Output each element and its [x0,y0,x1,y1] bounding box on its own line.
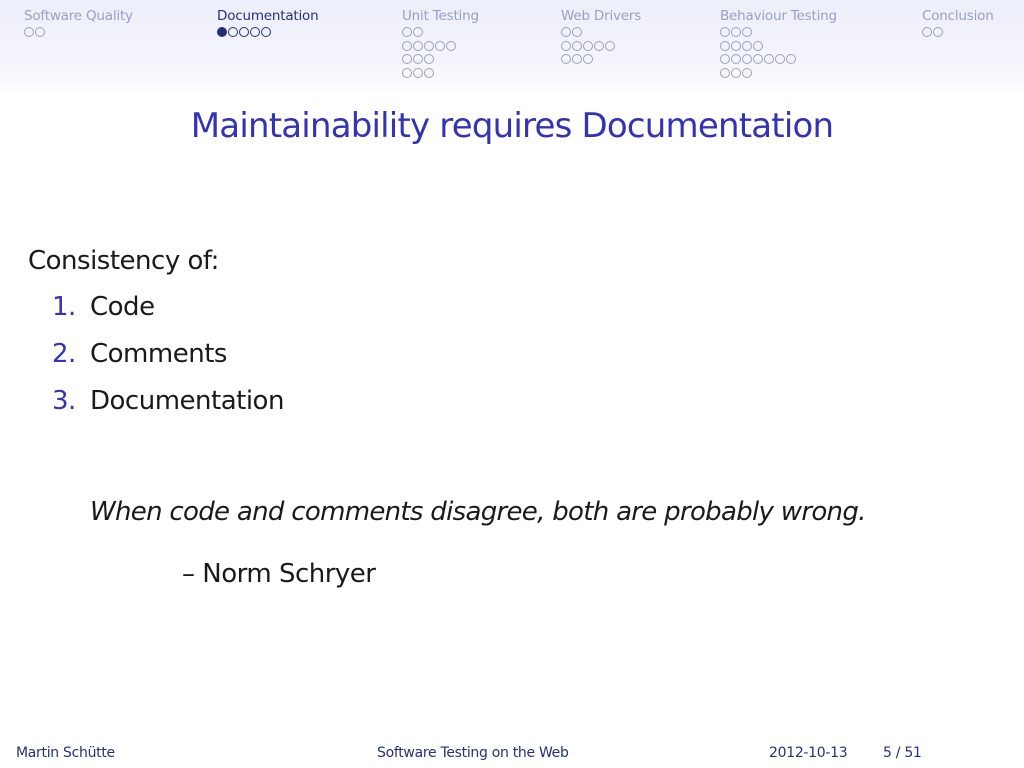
nav-dot-row [561,41,641,55]
frame-dot[interactable] [435,41,445,51]
footer-talk-title: Software Testing on the Web [377,745,569,761]
list-item [52,292,284,339]
frame-dot[interactable] [24,27,34,37]
list-item-number: 2. [52,339,76,369]
frame-dot[interactable] [424,41,434,51]
nav-section-label[interactable]: Documentation [217,8,319,24]
nav-section-label[interactable]: Behaviour Testing [720,8,837,24]
nav-dot-row [922,27,994,41]
frame-dot[interactable] [413,68,423,78]
frame-dot[interactable] [731,54,741,64]
nav-section-label[interactable]: Conclusion [922,8,994,24]
frame-dot[interactable] [594,41,604,51]
frame-dot[interactable] [720,68,730,78]
list-item-number: 1. [52,292,76,322]
frame-dot[interactable] [742,68,752,78]
frame-dot[interactable] [922,27,932,37]
nav-dot-row [402,27,479,41]
nav-section-software-quality[interactable] [24,8,133,41]
nav-section-behaviour-testing[interactable] [720,8,837,81]
slide-title: Maintainability requires Documentation [190,106,834,146]
nav-dot-row [24,27,133,41]
frame-dot[interactable] [413,54,423,64]
frame-dot[interactable] [35,27,45,37]
list-item [52,386,284,433]
nav-section-documentation[interactable] [217,8,318,41]
frame-dot[interactable] [424,54,434,64]
frame-dot[interactable] [250,27,260,37]
frame-dot[interactable] [228,27,238,37]
nav-section-unit-testing[interactable] [402,8,479,81]
frame-dot[interactable] [572,54,582,64]
nav-dots [217,27,318,41]
nav-section-label[interactable]: Software Quality [24,8,133,24]
nav-dot-row [561,27,641,41]
frame-dot[interactable] [402,27,412,37]
nav-dot-row [561,54,641,68]
frame-dot[interactable] [561,41,571,51]
frame-dot[interactable] [402,54,412,64]
nav-dot-row [402,41,479,55]
frame-dot[interactable] [742,41,752,51]
nav-dot-row [217,27,318,41]
nav-dot-row [402,68,479,82]
frame-dot[interactable] [720,41,730,51]
nav-dot-row [720,54,837,68]
nav-dot-row [720,27,837,41]
frame-dot[interactable] [424,68,434,78]
list-item-number: 3. [52,386,76,416]
nav-dot-row [402,54,479,68]
frame-dot[interactable] [764,54,774,64]
nav-section-web-drivers[interactable] [561,8,641,68]
nav-dots [24,27,133,41]
list-item-text: Code [90,292,155,322]
footer-author: Martin Schütte [16,745,115,761]
nav-dots [922,27,994,41]
frame-dot[interactable] [742,27,752,37]
quote-attribution: – Norm Schryer [182,559,376,589]
nav-dots [720,27,837,81]
nav-section-label[interactable]: Web Drivers [561,8,642,24]
frame-dot[interactable] [413,41,423,51]
frame-dot[interactable] [583,41,593,51]
list-item-text: Documentation [90,386,284,416]
frame-dot[interactable] [742,54,752,64]
frame-dot[interactable] [561,54,571,64]
frame-dot[interactable] [753,41,763,51]
nav-dots [402,27,479,81]
footer-date: 2012-10-13 [769,745,848,761]
list-item-text: Comments [90,339,227,369]
intro-text: Consistency of: [28,246,219,276]
frame-dot[interactable] [720,54,730,64]
frame-dot[interactable] [561,27,571,37]
enumerated-list [52,292,284,433]
frame-dot[interactable] [753,54,763,64]
frame-dot[interactable] [572,41,582,51]
frame-dot[interactable] [446,41,456,51]
frame-dot[interactable] [775,54,785,64]
nav-dot-row [720,41,837,55]
current-frame-dot[interactable] [217,27,227,37]
nav-section-conclusion[interactable] [922,8,994,41]
frame-dot[interactable] [572,27,582,37]
frame-dot[interactable] [239,27,249,37]
frame-dot[interactable] [731,68,741,78]
quote-text: When code and comments disagree, both are probably wrong. [90,497,866,527]
nav-dots [561,27,641,68]
list-item [52,339,284,386]
frame-dot[interactable] [261,27,271,37]
frame-dot[interactable] [731,41,741,51]
frame-dot[interactable] [731,27,741,37]
frame-dot[interactable] [720,27,730,37]
frame-dot[interactable] [583,54,593,64]
frame-dot[interactable] [402,41,412,51]
footer-page-number: 5 / 51 [883,745,922,761]
frame-dot[interactable] [933,27,943,37]
navigation-bar [0,0,1024,100]
frame-dot[interactable] [786,54,796,64]
frame-dot[interactable] [413,27,423,37]
frame-dot[interactable] [402,68,412,78]
nav-dot-row [720,68,837,82]
nav-section-label[interactable]: Unit Testing [402,8,479,24]
frame-dot[interactable] [605,41,615,51]
